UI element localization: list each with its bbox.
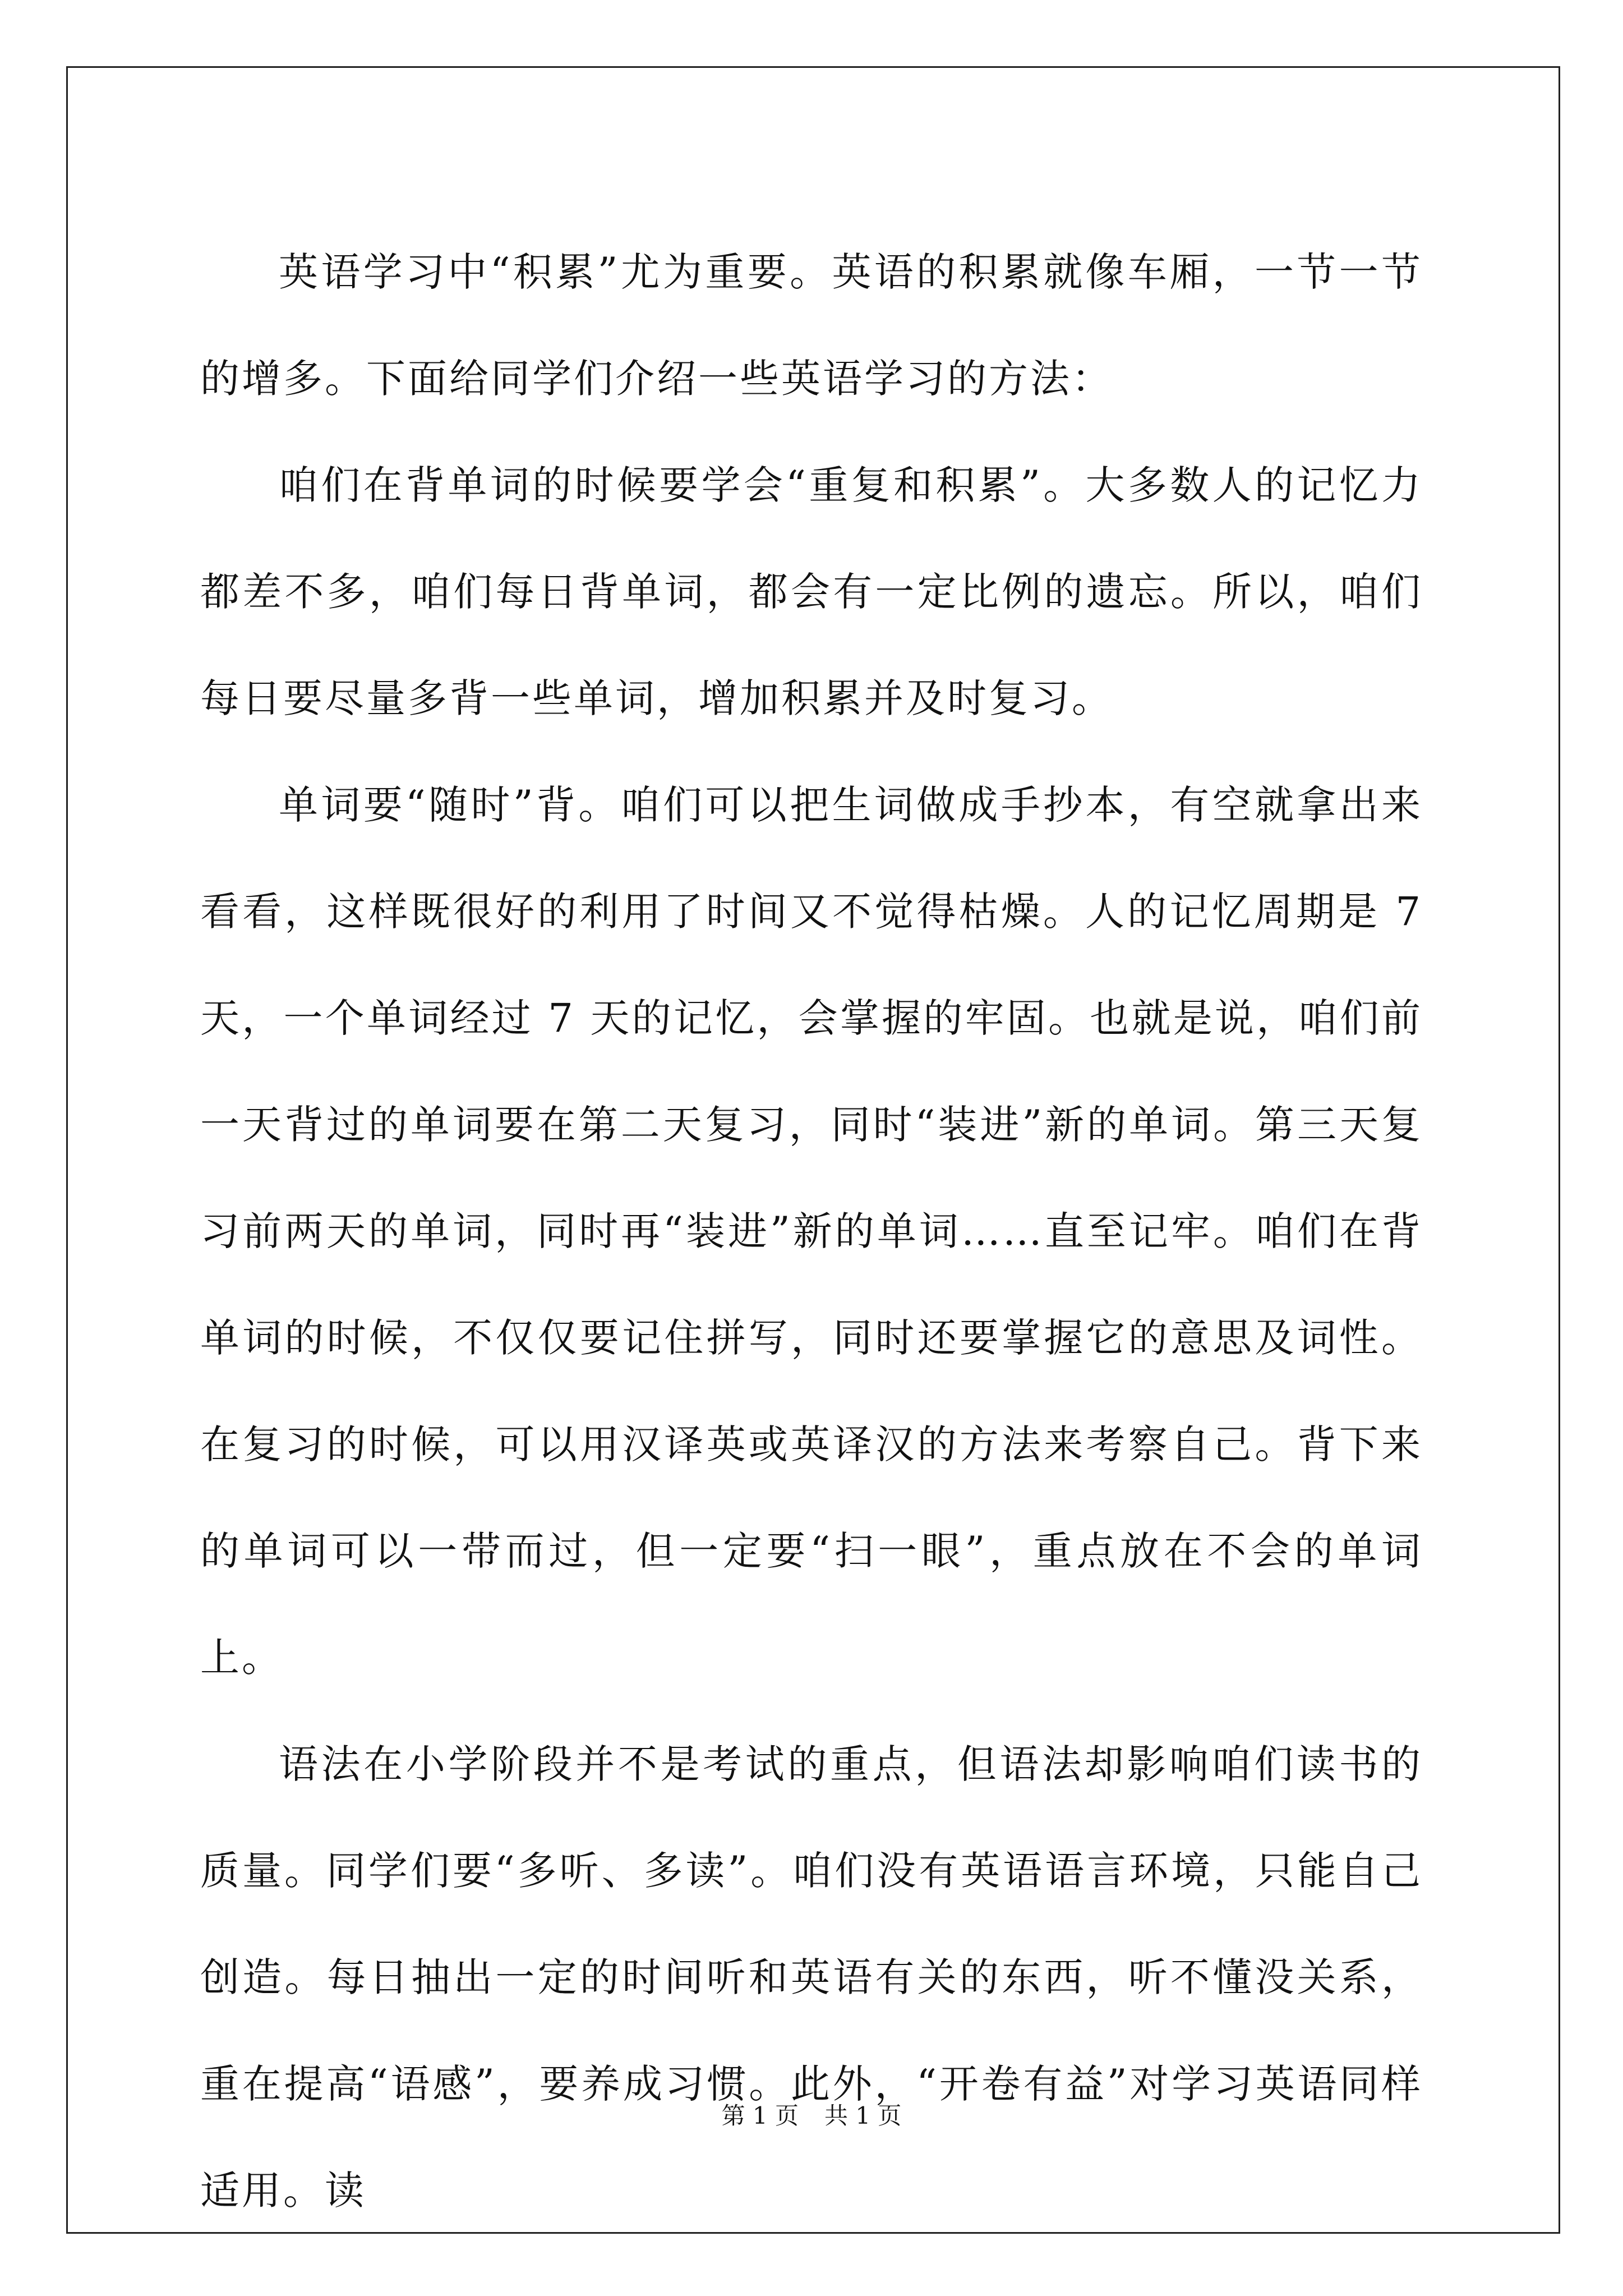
page-total: 共 1 页 [824,2102,902,2129]
paragraph-repeat-accumulate: 咱们在背单词的时候要学会“重复和积累”。大多数人的记忆力都差不多，咱们每日背单词，都会有一定比例的遗忘。所以，咱们每日要尽量多背一些单词，增加积累并及时复习。 [200,462,1423,721]
paragraph-memorize-anytime: 单词要“随时”背。咱们可以把生词做成手抄本，有空就拿出来看看，这样既很好的利用了时间又不觉得枯燥。人的记忆周期是 7 天，一个单词经过 7 天的记忆，会掌握的牢固。也就是说，咱们前一天背过的单词要在第二天复习，同时“装进”新的单词。第三天复习前两天的单词，同时再“装进”新的单词……直至记牢。咱们在背单词的时候，不仅仅要记住拼写，同时还要掌握它的意思及词性。在复习的时候，可以用汉译英或英译汉的方法来考察自己。背下来的单词可以一带而过，但一定要“扫一眼”，重点放在不会的单词上。 [200,782,1423,1681]
page-footer [0,2099,1623,2133]
paragraph-intro: 英语学习中“积累”尤为重要。英语的积累就像车厢，一节一节的增多。下面给同学们介绍一些英语学习的方法： [200,249,1423,402]
paragraph-grammar: 语法在小学阶段并不是考试的重点，但语法却影响咱们读书的质量。同学们要“多听、多读”。咱们没有英语语言环境，只能自己创造。每日抽出一定的时间听和英语有关的东西，听不懂没关系，重在提高“语感”，要养成习惯。此外，“开卷有益”对学习英语同样适用。读 [200,1741,1423,2214]
document-body [200,219,1423,2244]
page-number: 第 1 页 [721,2102,799,2129]
